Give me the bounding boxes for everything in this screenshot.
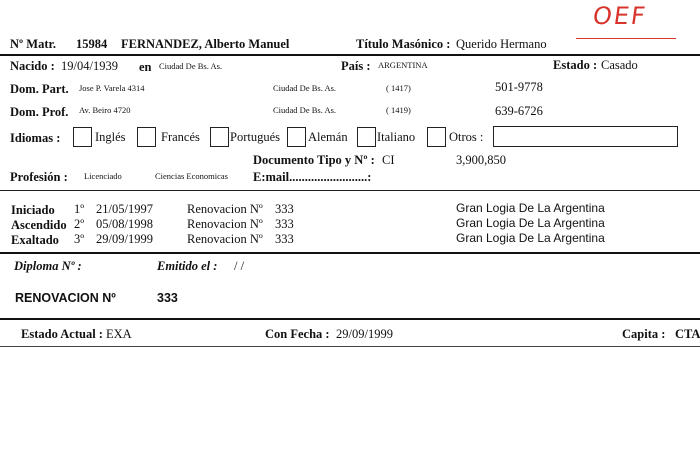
estado-label: Estado : [553, 58, 598, 72]
logia-name: Gran Logia De La Argentina [456, 231, 605, 245]
matr-label: Nº Matr. [10, 37, 57, 51]
nacido-value: 19/04/1939 [61, 59, 118, 73]
checkbox-italiano[interactable] [357, 127, 376, 147]
renovacion-number: 333 [275, 232, 294, 246]
email-label: E:mail.........................: [253, 170, 372, 184]
grados-section [0, 201, 700, 249]
grado-row [0, 231, 700, 246]
grado-row [0, 216, 700, 231]
diploma-label: Diploma Nº : [14, 259, 82, 273]
nacido-label: Nacido : [10, 59, 55, 73]
otros-input[interactable] [493, 126, 678, 147]
dom-prof-city: Ciudad De Bs. As. [273, 105, 337, 115]
footer-divider [0, 346, 700, 347]
stamp-underline [576, 38, 676, 39]
renovacion-heading-value: 333 [157, 291, 178, 305]
nacido-place: Ciudad De Bs. As. [159, 61, 223, 71]
idioma-portugues-label: Portugués [230, 130, 280, 144]
idioma-italiano-label: Italiano [377, 130, 416, 144]
renovacion-label: Renovacion Nº [187, 217, 263, 231]
grado-number: 2º [74, 217, 85, 231]
pais-value: ARGENTINA [378, 60, 428, 70]
estado-actual-value: EXA [106, 327, 132, 341]
dom-prof-phone: 639-6726 [495, 104, 543, 118]
checkbox-frances[interactable] [137, 127, 156, 147]
emitido-value: / / [234, 259, 245, 273]
grado-label: Ascendido [11, 218, 67, 232]
grado-date: 21/05/1997 [96, 202, 153, 216]
grado-number: 1º [74, 202, 85, 216]
idioma-ingles-label: Inglés [95, 130, 126, 144]
grado-label: Iniciado [11, 203, 55, 217]
renovacion-label: Renovacion Nº [187, 232, 263, 246]
grado-date: 05/08/1998 [96, 217, 153, 231]
renovacion-label: Renovacion Nº [187, 202, 263, 216]
logia-name: Gran Logia De La Argentina [456, 216, 605, 230]
header-divider [0, 54, 700, 56]
titulo-value: Querido Hermano [456, 37, 547, 51]
dom-part-label: Dom. Part. [10, 82, 69, 96]
estado-actual-label: Estado Actual : [21, 327, 103, 341]
checkbox-ingles[interactable] [73, 127, 92, 147]
renovacion-number: 333 [275, 217, 294, 231]
nacido-en-label: en [139, 60, 152, 74]
idioma-otros-label: Otros : [449, 130, 484, 144]
checkbox-aleman[interactable] [287, 127, 306, 147]
member-name: FERNANDEZ, Alberto Manuel [121, 37, 290, 51]
emitido-label: Emitido el : [157, 259, 218, 273]
dom-part-phone: 501-9778 [495, 80, 543, 94]
documento-label: Documento Tipo y Nº : [253, 153, 375, 167]
grado-label: Exaltado [11, 233, 59, 247]
idioma-aleman-label: Alemán [308, 130, 348, 144]
estado-value: Casado [601, 58, 638, 72]
con-fecha-value: 29/09/1999 [336, 327, 393, 341]
grado-number: 3º [74, 232, 85, 246]
logia-name: Gran Logia De La Argentina [456, 201, 605, 215]
documento-number: 3,900,850 [456, 153, 506, 167]
dom-part-cp: ( 1417) [386, 83, 411, 93]
renovacion-heading: RENOVACION Nº [15, 291, 116, 305]
idiomas-label: Idiomas : [10, 131, 61, 145]
dom-part-street: Jose P. Varela 4314 [79, 83, 145, 93]
section-divider-1 [0, 190, 700, 191]
capita-label: Capita : [622, 327, 666, 341]
capita-value: CTA [675, 327, 700, 341]
checkbox-portugues[interactable] [210, 127, 229, 147]
dom-prof-label: Dom. Prof. [10, 105, 69, 119]
dom-prof-street: Av. Beiro 4720 [79, 105, 131, 115]
documento-type: CI [382, 153, 395, 167]
section-divider-3 [0, 318, 700, 320]
dom-part-city: Ciudad De Bs. As. [273, 83, 337, 93]
handwritten-stamp: OEF [591, 2, 649, 30]
renovacion-number: 333 [275, 202, 294, 216]
section-divider-2 [0, 252, 700, 254]
pais-label: País : [341, 59, 371, 73]
con-fecha-label: Con Fecha : [265, 327, 330, 341]
dom-prof-cp: ( 1419) [386, 105, 411, 115]
grado-row [0, 201, 700, 216]
titulo-label: Título Masónico : [356, 37, 451, 51]
checkbox-otros[interactable] [427, 127, 446, 147]
profesion-value-1: Licenciado [84, 171, 122, 181]
profesion-label: Profesión : [10, 170, 68, 184]
matr-value: 15984 [76, 37, 108, 51]
profesion-value-2: Ciencias Economicas [155, 171, 228, 181]
grado-date: 29/09/1999 [96, 232, 153, 246]
idioma-frances-label: Francés [161, 130, 200, 144]
